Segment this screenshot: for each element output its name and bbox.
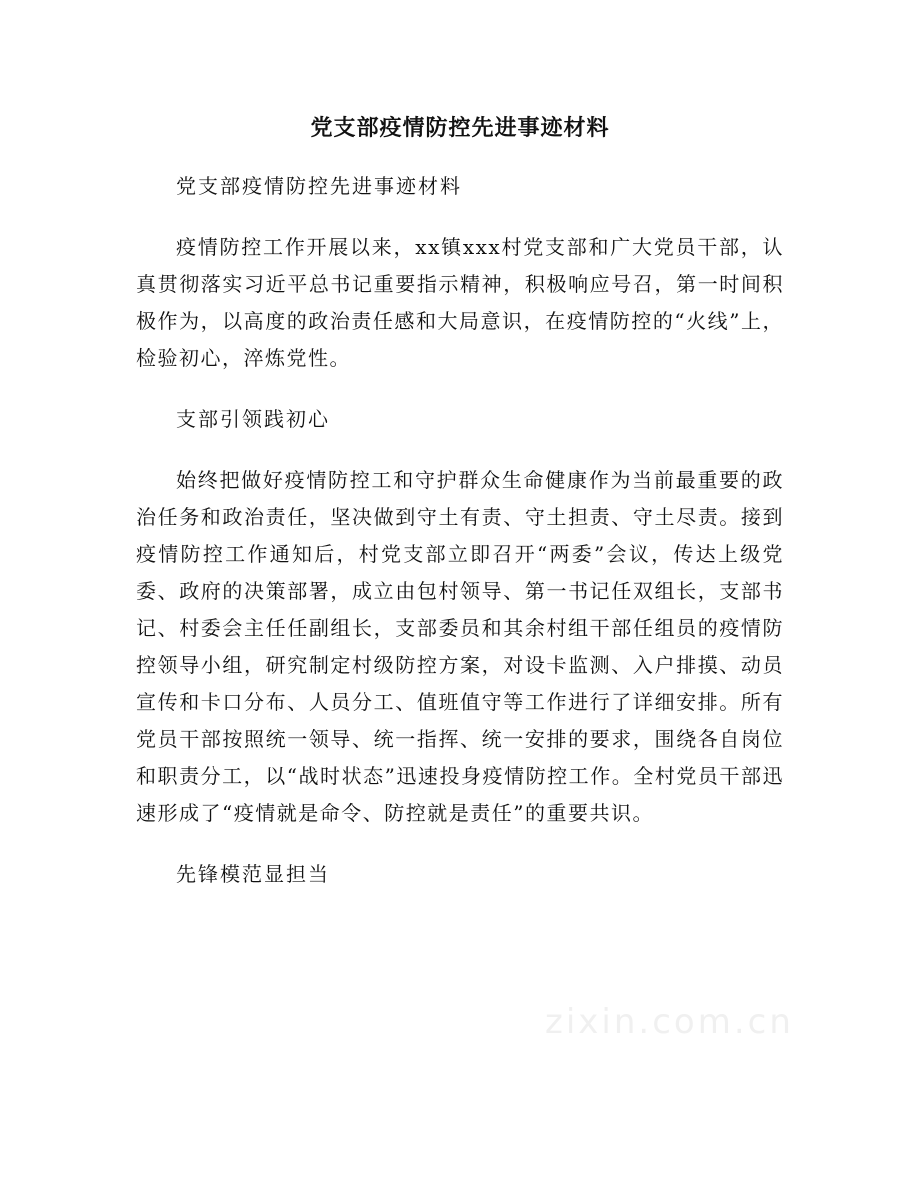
watermark-text: zixin.com.cn (545, 1002, 794, 1042)
section-heading-branch-leads: 支部引领践初心 (176, 407, 330, 431)
intro-paragraph: 疫情防控工作开展以来，xx镇xxx村党支部和广大党员干部，认真贯彻落实习近平总书记重要指示精神，积极响应号召，第一时间积极作为，以高度的政治责任感和大局意识，在疫情防控的“火线”上，检验初心，淬炼党性。 (136, 235, 784, 370)
document-title: 党支部疫情防控先进事迹材料 (310, 115, 610, 141)
subtitle-paragraph: 党支部疫情防控先进事迹材料 (176, 174, 462, 198)
body-paragraph-branch-leads: 始终把做好疫情防控工和守护群众生命健康作为当前最重要的政治任务和政治责任，坚决做到守土有责、守土担责、守土尽责。接到疫情防控工作通知后，村党支部立即召开“两委”会议，传达上级党委、政府的决策部署，成立由包村领导、第一书记任双组长，支部书记、村委会主任任副组长，支部委员和其余村组干部任组员的疫情防控领导小组，研究制定村级防控方案，对设卡监测、入户排摸、动员宣传和卡口分布、人员分工、值班值守等工作进行了详细安排。所有党员干部按照统一领导、统一指挥、统一安排的要求，围绕各自岗位和职责分工，以“战时状态”迅速投身疫情防控工作。全村党员干部迅速形成了“疫情就是命令、防控就是责任”的重要共识。 (136, 468, 784, 825)
document-body (136, 168, 784, 917)
section-heading-vanguard: 先锋模范显担当 (176, 862, 330, 886)
